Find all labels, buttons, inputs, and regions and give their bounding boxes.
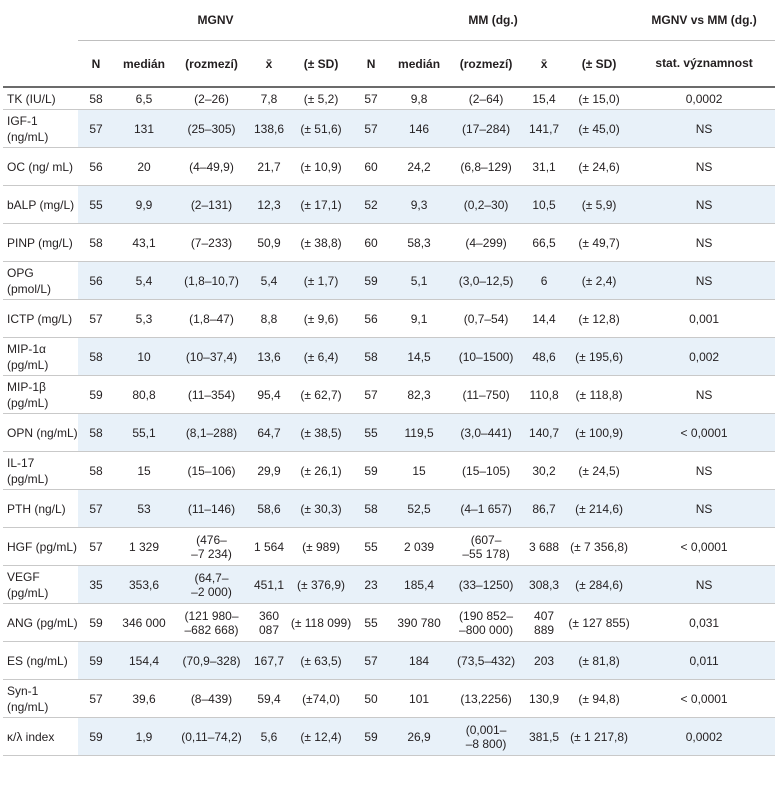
mgnv-n-cell: 59	[78, 718, 114, 756]
mgnv-median-cell: 131	[114, 110, 174, 148]
mm-median-cell: 9,3	[389, 186, 449, 224]
table-row	[3, 376, 775, 414]
mgnv-sd-cell: (± 10,9)	[289, 148, 353, 186]
mm-n-cell: 52	[353, 186, 389, 224]
significance-cell: 0,0002	[633, 718, 775, 756]
mgnv-median-cell: 1 329	[114, 528, 174, 566]
mm-median-cell: 390 780	[389, 604, 449, 642]
table-row	[3, 414, 775, 452]
table-row	[3, 300, 775, 338]
mm-median-cell: 9,8	[389, 87, 449, 110]
mm-range-cell: (3,0–12,5)	[449, 262, 523, 300]
mm-n-cell: 58	[353, 490, 389, 528]
mgnv-median-cell: 20	[114, 148, 174, 186]
table-row	[3, 642, 775, 680]
mgnv-median-cell: 5,4	[114, 262, 174, 300]
mgnv-sd-cell: (± 376,9)	[289, 566, 353, 604]
mgnv-mean-cell: 59,4	[249, 680, 289, 718]
mm-mean-cell: 15,4	[523, 87, 565, 110]
mgnv-n-cell: 59	[78, 376, 114, 414]
mm-range-cell: (11–750)	[449, 376, 523, 414]
mm-sd-cell: (± 49,7)	[565, 224, 633, 262]
mgnv-n-cell: 59	[78, 604, 114, 642]
row-label: Syn-1 (ng/mL)	[3, 680, 78, 718]
mgnv-range-cell: (7–233)	[174, 224, 249, 262]
row-label: OPN (ng/mL)	[3, 414, 78, 452]
significance-cell: < 0,0001	[633, 680, 775, 718]
row-label: IGF-1 (ng/mL)	[3, 110, 78, 148]
mgnv-range-cell: (11–146)	[174, 490, 249, 528]
mgnv-n-cell: 59	[78, 642, 114, 680]
group-header-mm: MM (dg.)	[353, 0, 633, 41]
mgnv-n-cell: 57	[78, 490, 114, 528]
mgnv-median-cell: 53	[114, 490, 174, 528]
row-label: OC (ng/ mL)	[3, 148, 78, 186]
row-label: TK (IU/L)	[3, 87, 78, 110]
mm-range-cell: (6,8–129)	[449, 148, 523, 186]
mgnv-n-cell: 57	[78, 300, 114, 338]
mm-n-cell: 58	[353, 338, 389, 376]
significance-cell: NS	[633, 452, 775, 490]
mm-n-cell: 59	[353, 452, 389, 490]
group-header-comparison: MGNV vs MM (dg.)	[633, 0, 775, 41]
mgnv-mean-cell: 7,8	[249, 87, 289, 110]
mgnv-range-cell: (11–354)	[174, 376, 249, 414]
mgnv-sd-cell: (± 26,1)	[289, 452, 353, 490]
mgnv-median-cell: 80,8	[114, 376, 174, 414]
significance-cell: 0,001	[633, 300, 775, 338]
significance-cell: NS	[633, 224, 775, 262]
mm-range-cell: (607– –55 178)	[449, 528, 523, 566]
mm-range-cell: (10–1500)	[449, 338, 523, 376]
mm-mean-cell: 308,3	[523, 566, 565, 604]
significance-cell: 0,002	[633, 338, 775, 376]
mgnv-sd-cell: (± 118 099)	[289, 604, 353, 642]
mm-median-cell: 185,4	[389, 566, 449, 604]
significance-cell: < 0,0001	[633, 528, 775, 566]
mgnv-range-cell: (8,1–288)	[174, 414, 249, 452]
mgnv-mean-cell: 95,4	[249, 376, 289, 414]
mm-range-cell: (0,2–30)	[449, 186, 523, 224]
mm-sd-cell: (± 24,6)	[565, 148, 633, 186]
mgnv-range-cell: (15–106)	[174, 452, 249, 490]
mgnv-sd-cell: (± 38,8)	[289, 224, 353, 262]
mm-mean-cell: 66,5	[523, 224, 565, 262]
mm-range-cell: (190 852– –800 000)	[449, 604, 523, 642]
mgnv-range-cell: (4–49,9)	[174, 148, 249, 186]
mm-sd-cell: (± 24,5)	[565, 452, 633, 490]
mgnv-mean-cell: 29,9	[249, 452, 289, 490]
mm-median-cell: 52,5	[389, 490, 449, 528]
mm-median-cell: 58,3	[389, 224, 449, 262]
mm-n-cell: 50	[353, 680, 389, 718]
mm-sd-cell: (± 284,6)	[565, 566, 633, 604]
row-label: κ/λ index	[3, 718, 78, 756]
mgnv-n-cell: 58	[78, 224, 114, 262]
mgnv-sd-cell: (± 51,6)	[289, 110, 353, 148]
mm-mean-cell: 48,6	[523, 338, 565, 376]
mm-n-cell: 59	[353, 262, 389, 300]
mgnv-n-cell: 58	[78, 452, 114, 490]
label-col-header	[3, 41, 78, 88]
mgnv-range-cell: (121 980– –682 668)	[174, 604, 249, 642]
mgnv-median-cell: 6,5	[114, 87, 174, 110]
mm-n-cell: 60	[353, 224, 389, 262]
mgnv-range-cell: (476– –7 234)	[174, 528, 249, 566]
mgnv-median-cell: 39,6	[114, 680, 174, 718]
significance-cell: NS	[633, 186, 775, 224]
mgnv-mean-cell: 64,7	[249, 414, 289, 452]
mm-sd-cell: (± 15,0)	[565, 87, 633, 110]
mgnv-median-cell: 353,6	[114, 566, 174, 604]
col-header-median: medián	[114, 41, 174, 88]
mgnv-sd-cell: (± 12,4)	[289, 718, 353, 756]
mgnv-median-cell: 15	[114, 452, 174, 490]
mgnv-mean-cell: 451,1	[249, 566, 289, 604]
mm-mean-cell: 6	[523, 262, 565, 300]
mm-range-cell: (0,7–54)	[449, 300, 523, 338]
col-header-significance: stat. významnost	[633, 41, 775, 88]
row-label: MIP-1α (pg/mL)	[3, 338, 78, 376]
col-header-sd: (± SD)	[289, 41, 353, 88]
mgnv-mean-cell: 1 564	[249, 528, 289, 566]
mgnv-n-cell: 56	[78, 262, 114, 300]
mgnv-n-cell: 58	[78, 338, 114, 376]
mgnv-sd-cell: (± 30,3)	[289, 490, 353, 528]
mm-sd-cell: (± 7 356,8)	[565, 528, 633, 566]
mm-sd-cell: (± 118,8)	[565, 376, 633, 414]
mm-sd-cell: (± 94,8)	[565, 680, 633, 718]
mm-range-cell: (73,5–432)	[449, 642, 523, 680]
mgnv-range-cell: (2–131)	[174, 186, 249, 224]
mgnv-median-cell: 43,1	[114, 224, 174, 262]
mgnv-range-cell: (0,11–74,2)	[174, 718, 249, 756]
mm-median-cell: 184	[389, 642, 449, 680]
mgnv-range-cell: (64,7– –2 000)	[174, 566, 249, 604]
table-row	[3, 452, 775, 490]
mgnv-sd-cell: (± 1,7)	[289, 262, 353, 300]
mm-median-cell: 26,9	[389, 718, 449, 756]
row-label: PINP (mg/L)	[3, 224, 78, 262]
col-header-sd: (± SD)	[565, 41, 633, 88]
table-row	[3, 186, 775, 224]
mgnv-sd-cell: (± 17,1)	[289, 186, 353, 224]
mgnv-mean-cell: 167,7	[249, 642, 289, 680]
mgnv-mean-cell: 13,6	[249, 338, 289, 376]
mm-median-cell: 146	[389, 110, 449, 148]
row-label: ES (ng/mL)	[3, 642, 78, 680]
col-header-n: N	[353, 41, 389, 88]
mm-mean-cell: 141,7	[523, 110, 565, 148]
mm-mean-cell: 10,5	[523, 186, 565, 224]
mm-mean-cell: 140,7	[523, 414, 565, 452]
mgnv-n-cell: 58	[78, 87, 114, 110]
mgnv-median-cell: 1,9	[114, 718, 174, 756]
mgnv-n-cell: 55	[78, 186, 114, 224]
mm-sd-cell: (± 45,0)	[565, 110, 633, 148]
mm-n-cell: 57	[353, 642, 389, 680]
mgnv-sd-cell: (± 9,6)	[289, 300, 353, 338]
mgnv-range-cell: (10–37,4)	[174, 338, 249, 376]
significance-cell: NS	[633, 262, 775, 300]
row-label: VEGF (pg/mL)	[3, 566, 78, 604]
mm-range-cell: (17–284)	[449, 110, 523, 148]
mgnv-sd-cell: (± 63,5)	[289, 642, 353, 680]
mm-range-cell: (4–1 657)	[449, 490, 523, 528]
table-row	[3, 110, 775, 148]
col-header-mean: x̄	[523, 41, 565, 88]
lab-results-table	[3, 0, 775, 756]
mm-range-cell: (3,0–441)	[449, 414, 523, 452]
mgnv-sd-cell: (± 6,4)	[289, 338, 353, 376]
mm-median-cell: 14,5	[389, 338, 449, 376]
mm-mean-cell: 3 688	[523, 528, 565, 566]
mgnv-median-cell: 346 000	[114, 604, 174, 642]
mgnv-range-cell: (25–305)	[174, 110, 249, 148]
row-label: HGF (pg/mL)	[3, 528, 78, 566]
mm-n-cell: 55	[353, 528, 389, 566]
significance-cell: NS	[633, 110, 775, 148]
col-header-mean: x̄	[249, 41, 289, 88]
significance-cell: 0,031	[633, 604, 775, 642]
mgnv-n-cell: 56	[78, 148, 114, 186]
mgnv-range-cell: (2–26)	[174, 87, 249, 110]
mgnv-sd-cell: (±74,0)	[289, 680, 353, 718]
mm-n-cell: 56	[353, 300, 389, 338]
mm-n-cell: 55	[353, 604, 389, 642]
mm-range-cell: (15–105)	[449, 452, 523, 490]
mm-sd-cell: (± 5,9)	[565, 186, 633, 224]
mgnv-mean-cell: 5,6	[249, 718, 289, 756]
table-row	[3, 490, 775, 528]
mgnv-sd-cell: (± 989)	[289, 528, 353, 566]
significance-cell: NS	[633, 376, 775, 414]
significance-cell: NS	[633, 148, 775, 186]
significance-cell: 0,011	[633, 642, 775, 680]
group-header-mgnv: MGNV	[78, 0, 353, 41]
mgnv-mean-cell: 50,9	[249, 224, 289, 262]
row-label: bALP (mg/L)	[3, 186, 78, 224]
row-label: PTH (ng/L)	[3, 490, 78, 528]
mgnv-mean-cell: 8,8	[249, 300, 289, 338]
mgnv-range-cell: (1,8–47)	[174, 300, 249, 338]
mm-n-cell: 57	[353, 110, 389, 148]
mgnv-median-cell: 154,4	[114, 642, 174, 680]
mm-mean-cell: 14,4	[523, 300, 565, 338]
mm-mean-cell: 30,2	[523, 452, 565, 490]
significance-cell: 0,0002	[633, 87, 775, 110]
table-row	[3, 224, 775, 262]
col-header-median: medián	[389, 41, 449, 88]
mm-sd-cell: (± 81,8)	[565, 642, 633, 680]
mgnv-median-cell: 55,1	[114, 414, 174, 452]
table-row	[3, 262, 775, 300]
mgnv-range-cell: (1,8–10,7)	[174, 262, 249, 300]
mm-range-cell: (2–64)	[449, 87, 523, 110]
mm-n-cell: 55	[353, 414, 389, 452]
mm-median-cell: 5,1	[389, 262, 449, 300]
mgnv-sd-cell: (± 5,2)	[289, 87, 353, 110]
mgnv-mean-cell: 360 087	[249, 604, 289, 642]
row-label: OPG (pmol/L)	[3, 262, 78, 300]
mgnv-n-cell: 58	[78, 414, 114, 452]
mm-median-cell: 24,2	[389, 148, 449, 186]
mm-range-cell: (33–1250)	[449, 566, 523, 604]
table-row	[3, 338, 775, 376]
mm-sd-cell: (± 195,6)	[565, 338, 633, 376]
mgnv-sd-cell: (± 62,7)	[289, 376, 353, 414]
mm-mean-cell: 381,5	[523, 718, 565, 756]
table-row	[3, 566, 775, 604]
mm-mean-cell: 130,9	[523, 680, 565, 718]
mm-sd-cell: (± 100,9)	[565, 414, 633, 452]
mm-range-cell: (0,001– –8 800)	[449, 718, 523, 756]
table-row	[3, 87, 775, 110]
mm-mean-cell: 407 889	[523, 604, 565, 642]
mm-median-cell: 2 039	[389, 528, 449, 566]
row-label: IL-17 (pg/mL)	[3, 452, 78, 490]
mm-range-cell: (13,2256)	[449, 680, 523, 718]
mm-range-cell: (4–299)	[449, 224, 523, 262]
mgnv-median-cell: 9,9	[114, 186, 174, 224]
mgnv-mean-cell: 58,6	[249, 490, 289, 528]
corner-cell	[3, 0, 78, 41]
significance-cell: < 0,0001	[633, 414, 775, 452]
mm-mean-cell: 31,1	[523, 148, 565, 186]
mgnv-n-cell: 57	[78, 110, 114, 148]
mm-mean-cell: 86,7	[523, 490, 565, 528]
mm-median-cell: 9,1	[389, 300, 449, 338]
mgnv-mean-cell: 138,6	[249, 110, 289, 148]
significance-cell: NS	[633, 566, 775, 604]
mm-sd-cell: (± 12,8)	[565, 300, 633, 338]
mm-sd-cell: (± 1 217,8)	[565, 718, 633, 756]
mm-n-cell: 57	[353, 87, 389, 110]
mgnv-mean-cell: 12,3	[249, 186, 289, 224]
table-row	[3, 528, 775, 566]
mgnv-range-cell: (70,9–328)	[174, 642, 249, 680]
significance-cell: NS	[633, 490, 775, 528]
mgnv-mean-cell: 5,4	[249, 262, 289, 300]
table-row	[3, 148, 775, 186]
mgnv-sd-cell: (± 38,5)	[289, 414, 353, 452]
col-header-n: N	[78, 41, 114, 88]
row-label: ICTP (mg/L)	[3, 300, 78, 338]
mm-sd-cell: (± 127 855)	[565, 604, 633, 642]
mm-sd-cell: (± 214,6)	[565, 490, 633, 528]
table-row	[3, 680, 775, 718]
mm-median-cell: 101	[389, 680, 449, 718]
mm-median-cell: 82,3	[389, 376, 449, 414]
mgnv-n-cell: 57	[78, 680, 114, 718]
mm-median-cell: 15	[389, 452, 449, 490]
mm-n-cell: 60	[353, 148, 389, 186]
table-row	[3, 718, 775, 756]
mgnv-range-cell: (8–439)	[174, 680, 249, 718]
mm-n-cell: 23	[353, 566, 389, 604]
row-label: ANG (pg/mL)	[3, 604, 78, 642]
mm-median-cell: 119,5	[389, 414, 449, 452]
mm-sd-cell: (± 2,4)	[565, 262, 633, 300]
table-row	[3, 604, 775, 642]
col-header-range: (rozmezí)	[449, 41, 523, 88]
mm-n-cell: 57	[353, 376, 389, 414]
mm-mean-cell: 203	[523, 642, 565, 680]
mgnv-median-cell: 5,3	[114, 300, 174, 338]
mgnv-median-cell: 10	[114, 338, 174, 376]
mgnv-n-cell: 35	[78, 566, 114, 604]
mm-n-cell: 59	[353, 718, 389, 756]
col-header-range: (rozmezí)	[174, 41, 249, 88]
mm-mean-cell: 110,8	[523, 376, 565, 414]
mgnv-n-cell: 57	[78, 528, 114, 566]
mgnv-mean-cell: 21,7	[249, 148, 289, 186]
row-label: MIP-1β (pg/mL)	[3, 376, 78, 414]
